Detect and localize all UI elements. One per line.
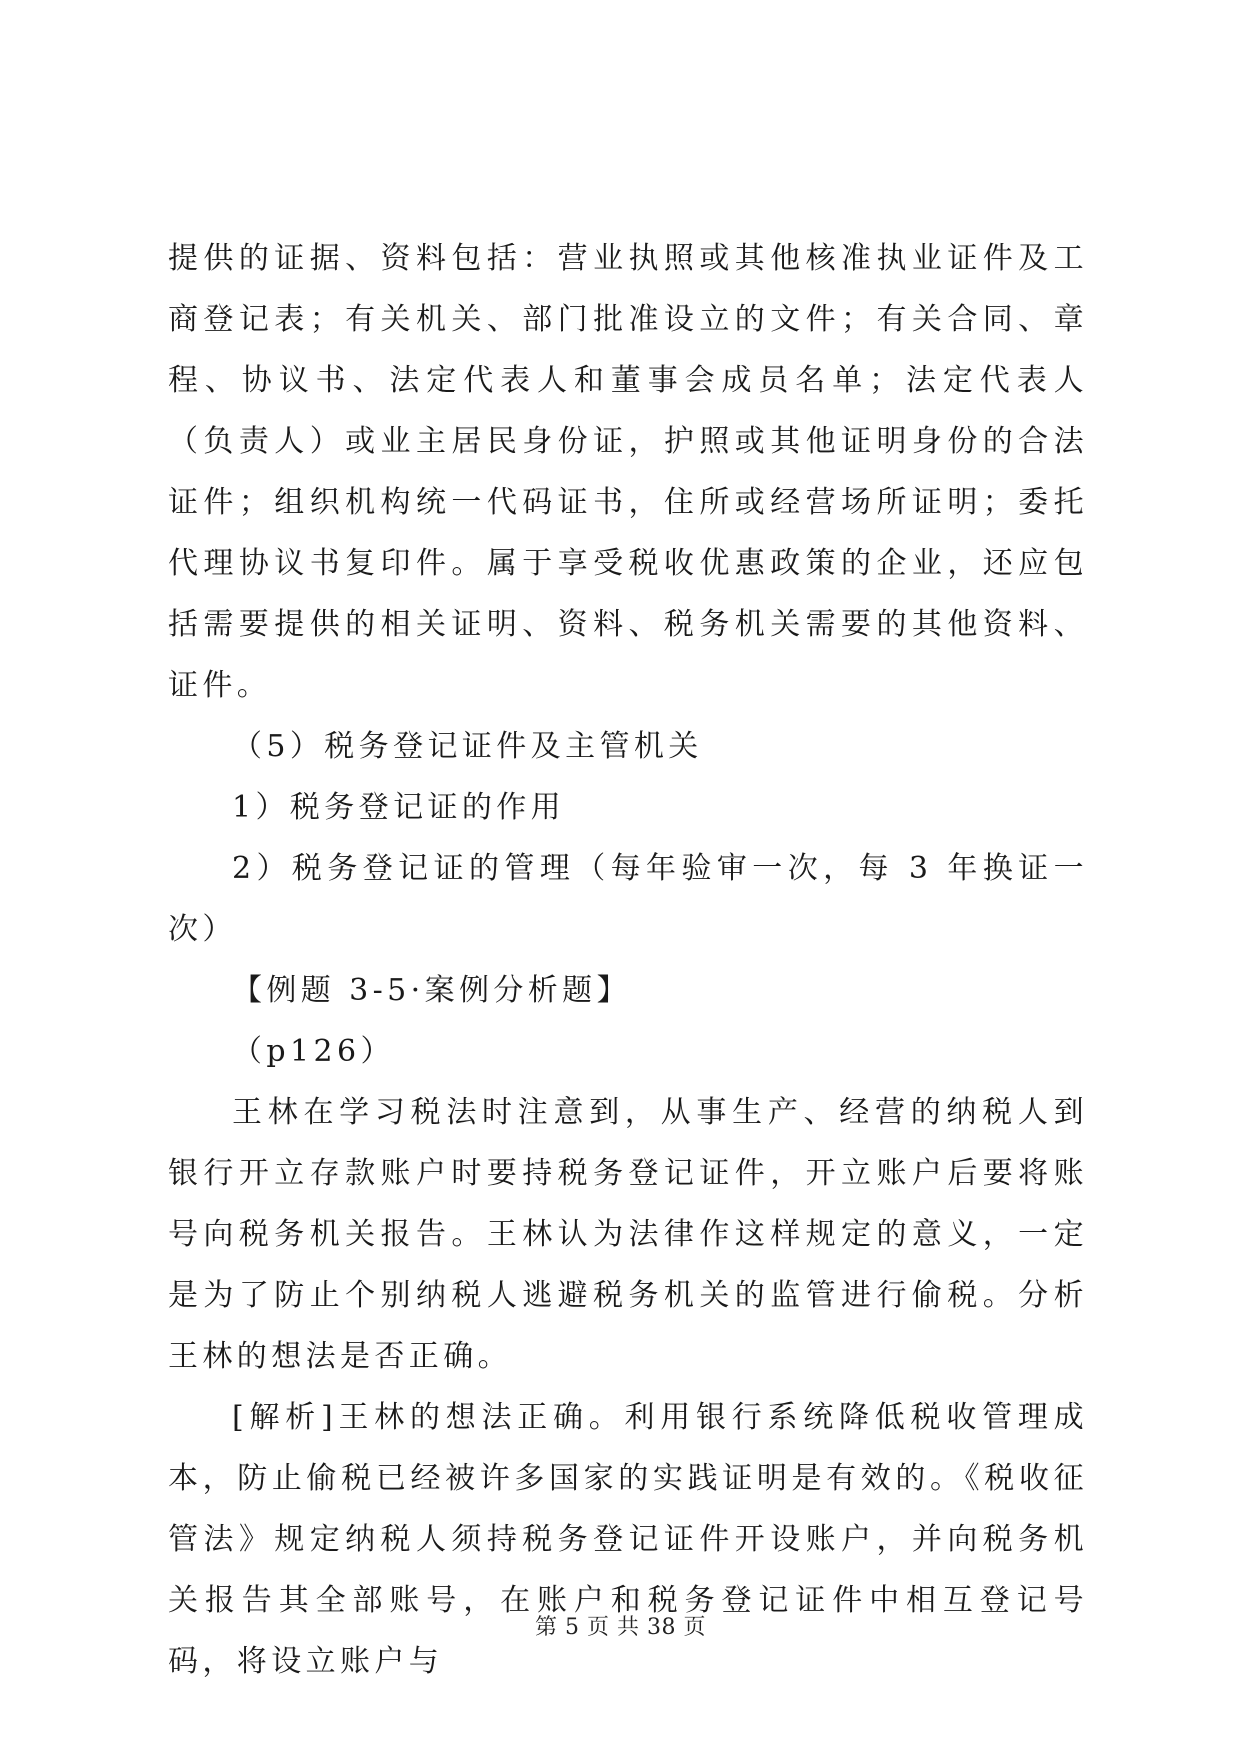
paragraph-materials: 提供的证据、资料包括：营业执照或其他核准执业证件及工商登记表；有关机关、部门批准设立的文件；有关合同、章程、协议书、法定代表人和董事会成员名单；法定代表人（负责人）或业主居民身份证，护照或其他证明身份的合法证件；组织机构统一代码证书，住所或经营场所证明；委托代理协议书复印件。属于享受税收优惠政策的企业，还应包括需要提供的相关证明、资料、税务机关需要的其他资料、证件。	[168, 241, 1088, 703]
document-body	[168, 228, 1088, 1692]
paragraph-example-title: 【例题 3-5·案例分析题】	[232, 973, 631, 1008]
paragraph-analysis: [解析]王林的想法正确。利用银行系统降低税收管理成本，防止偷税已经被许多国家的实践证明是有效的。《税收征管法》规定纳税人须持税务登记证件开设账户，并向税务机关报告其全部账号，在账户和税务登记证件中相互登记号码，将设立账户与	[168, 1400, 1088, 1679]
paragraph-item-2: 2）税务登记证的管理（每年验审一次，每 3 年换证一次）	[168, 851, 1088, 947]
paragraph-case: 王林在学习税法时注意到，从事生产、经营的纳税人到银行开立存款账户时要持税务登记证件，开立账户后要将账号向税务机关报告。王林认为法律作这样规定的意义，一定是为了防止个别纳税人逃避税务机关的监管进行偷税。分析王林的想法是否正确。	[168, 1095, 1088, 1374]
page-footer: 第 5 页 共 38 页	[535, 1615, 706, 1640]
paragraph-heading-5: （5）税务登记证件及主管机关	[232, 729, 703, 764]
paragraph-page-ref: （p126）	[232, 1034, 395, 1069]
paragraph-item-1: 1）税务登记证的作用	[232, 790, 566, 825]
